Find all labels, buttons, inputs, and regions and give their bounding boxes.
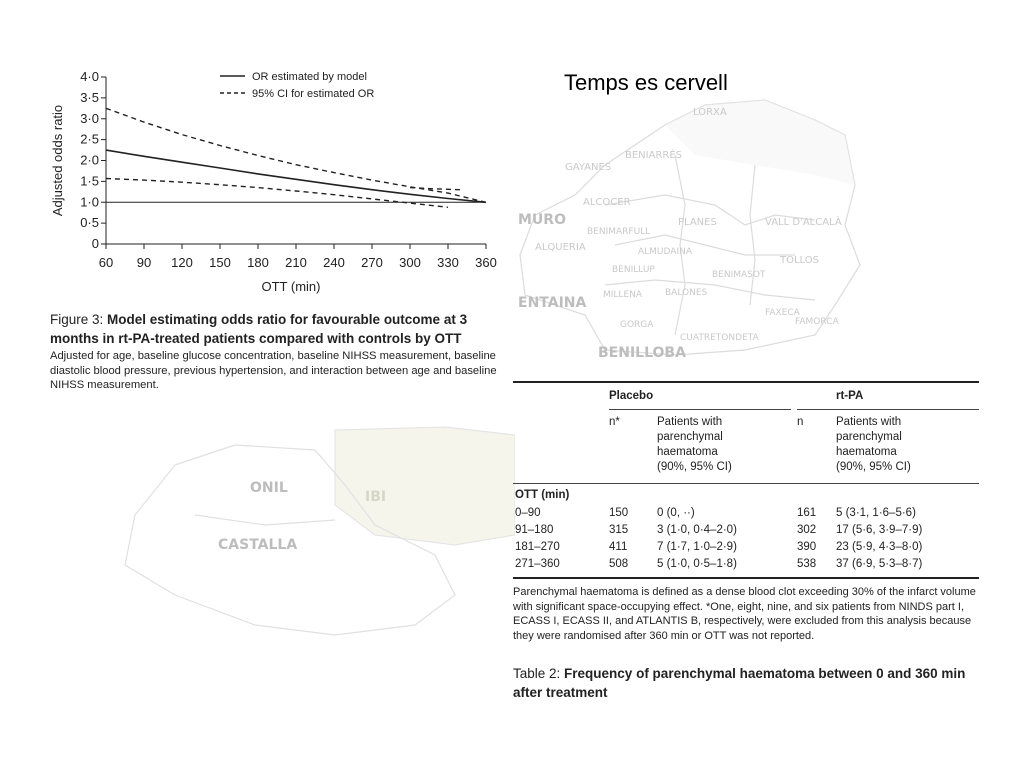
cell-ott: 271–360 [515, 558, 560, 570]
x-tick-label: 60 [98, 255, 114, 270]
y-tick-label: 2·0 [80, 152, 99, 168]
map-label: BENILLUP [612, 265, 655, 275]
x-tick-label: 270 [361, 255, 383, 270]
map-label: PLANES [678, 217, 717, 228]
x-tick-label: 210 [285, 255, 307, 270]
chart-legend [220, 71, 374, 100]
x-axis-label: OTT (min) [261, 279, 321, 294]
y-tick-label: 3·0 [80, 110, 99, 126]
cell-n-rtpa: 538 [797, 558, 817, 570]
map-label: LORXA [693, 107, 727, 118]
map-label: BENILLOBA [598, 345, 686, 361]
map-label: CASTALLA [218, 537, 298, 553]
y-tick-label: 1·5 [80, 173, 99, 189]
figure-label: Figure 3: [50, 312, 108, 327]
table-title: Frequency of parenchymal haematoma between 0 and 360 min after treatment [513, 666, 966, 700]
x-tick-label: 330 [437, 255, 459, 270]
col-header-line: haematoma [836, 446, 897, 458]
cell-n-placebo: 315 [609, 524, 629, 536]
col-header-line: parenchymal [836, 431, 902, 443]
map-label: GORGA [620, 320, 654, 330]
map-label: BENIMARFULL [587, 227, 651, 237]
col-header-haematoma-rtpa [836, 415, 911, 475]
col-header-line: parenchymal [657, 431, 723, 443]
col-header-line: (90%, 95% CI) [836, 461, 911, 473]
x-tick-label: 150 [209, 255, 231, 270]
map-label: ALMUDAINA [638, 247, 692, 257]
chart-series [106, 108, 486, 207]
cell-n-placebo: 508 [609, 558, 629, 570]
map-label: ALCOCER [583, 197, 631, 208]
y-tick-label: 0·5 [80, 215, 99, 231]
haematoma-table [513, 380, 979, 710]
odds-ratio-chart [40, 62, 500, 302]
cell-n-placebo: 150 [609, 507, 629, 519]
header-bottom-rule [513, 483, 979, 484]
map-label: FAXECA [765, 308, 800, 318]
map-background-bottom [115, 425, 515, 640]
placebo-group-rule [609, 409, 791, 410]
x-tick-label: 90 [136, 255, 152, 270]
col-header-haematoma-placebo [657, 415, 732, 475]
y-tick-label: 4·0 [80, 69, 99, 84]
figure-caption-heading [50, 310, 500, 348]
x-tick-label: 300 [399, 255, 421, 270]
slide-title: Temps es cervell [564, 70, 728, 95]
map-label: BALONES [665, 288, 708, 298]
map-label: IBI [365, 489, 387, 505]
row-group-label: OTT (min) [515, 489, 570, 501]
cell-n-rtpa: 161 [797, 507, 817, 519]
table-row [513, 523, 979, 539]
cell-rtpa: 17 (5·6, 3·9–7·9) [836, 524, 923, 536]
map-label: ALQUERIA [535, 242, 586, 253]
legend-label: OR estimated by model [252, 71, 367, 83]
rtpa-group-rule [797, 409, 979, 410]
map-outline-bottom [115, 425, 515, 640]
map-label: FAMORCA [795, 317, 839, 327]
y-tick-label: 2·5 [80, 131, 99, 147]
x-tick-label: 360 [475, 255, 497, 270]
table-caption [513, 664, 979, 702]
map-outline-top [515, 95, 875, 370]
cell-n-rtpa: 390 [797, 541, 817, 553]
y-tick-label: 0 [91, 236, 99, 251]
map-label: BENIMASOT [712, 270, 766, 280]
y-tick-label: 1·0 [80, 194, 99, 210]
table-top-rule [513, 381, 979, 383]
map-label: GAYANES [565, 162, 612, 173]
group-header-rtpa: rt-PA [836, 390, 864, 402]
cell-ott: 181–270 [515, 541, 560, 553]
cell-placebo: 5 (1·0, 0·5–1·8) [657, 558, 737, 570]
map-label: MURO [518, 212, 566, 228]
map-label: ENTAINA [518, 295, 587, 311]
cell-rtpa: 37 (6·9, 5·3–8·7) [836, 558, 923, 570]
series-line-ci [410, 188, 461, 190]
y-axis-label: Adjusted odds ratio [50, 104, 65, 217]
cell-n-placebo: 411 [609, 541, 628, 553]
figure-caption [50, 310, 500, 393]
x-tick-label: 120 [171, 255, 193, 270]
map-label: MILLENA [603, 290, 643, 300]
cell-rtpa: 5 (3·1, 1·6–5·6) [836, 507, 916, 519]
table-footnote: Parenchymal haematoma is defined as a dense blood clot exceeding 30% of the infarct volume with significant space-occupying effect. *One, eight, nine, and six patients from NINDS part I, ECASS I, ECASS II, and ATLANTIS B, respectively, were excluded from this analysis because they were randomised after 360 min or OTT was not reported. [513, 586, 976, 642]
table-row [513, 540, 979, 556]
x-tick-label: 240 [323, 255, 345, 270]
x-tick-label: 180 [247, 255, 269, 270]
legend-label: 95% CI for estimated OR [252, 88, 375, 100]
map-label: TOLLOS [780, 255, 819, 266]
cell-placebo: 0 (0, ··) [657, 507, 695, 519]
cell-rtpa: 23 (5·9, 4·3–8·0) [836, 541, 923, 553]
table-bottom-rule [513, 577, 979, 579]
group-header-placebo: Placebo [609, 390, 654, 402]
table-label: Table 2: [513, 666, 565, 681]
cell-ott: 0–90 [515, 507, 541, 519]
map-label: BENIARRÉS [625, 150, 683, 161]
map-label: VALL D'ALCALÀ [765, 217, 842, 228]
cell-placebo: 3 (1·0, 0·4–2·0) [657, 524, 737, 536]
chart-axes [50, 69, 497, 294]
y-tick-label: 3·5 [80, 89, 99, 105]
map-background-top [515, 95, 875, 370]
table-row [513, 506, 979, 522]
map-label: ONIL [250, 480, 288, 496]
cell-placebo: 7 (1·7, 1·0–2·9) [657, 541, 737, 553]
col-header-line: (90%, 95% CI) [657, 461, 732, 473]
col-header-n-rtpa: n [797, 416, 804, 428]
map-label: CUATRETONDETA [680, 333, 759, 343]
col-header-n-placebo: n* [609, 416, 620, 428]
cell-n-rtpa: 302 [797, 524, 817, 536]
series-line-model [106, 150, 486, 202]
col-header-line: Patients with [657, 416, 723, 428]
figure-note: Adjusted for age, baseline glucose concentration, baseline NIHSS measurement, baseline diastolic blood pressure, previous hypertension, and interaction between age and baseline NIHSS measurement. [50, 350, 497, 391]
table-row [513, 557, 979, 573]
col-header-line: haematoma [657, 446, 718, 458]
cell-ott: 91–180 [515, 524, 554, 536]
col-header-line: Patients with [836, 416, 902, 428]
figure-title: Model estimating odds ratio for favourable outcome at 3 months in rt-PA-treated patients compared with controls by OTT [50, 312, 468, 346]
